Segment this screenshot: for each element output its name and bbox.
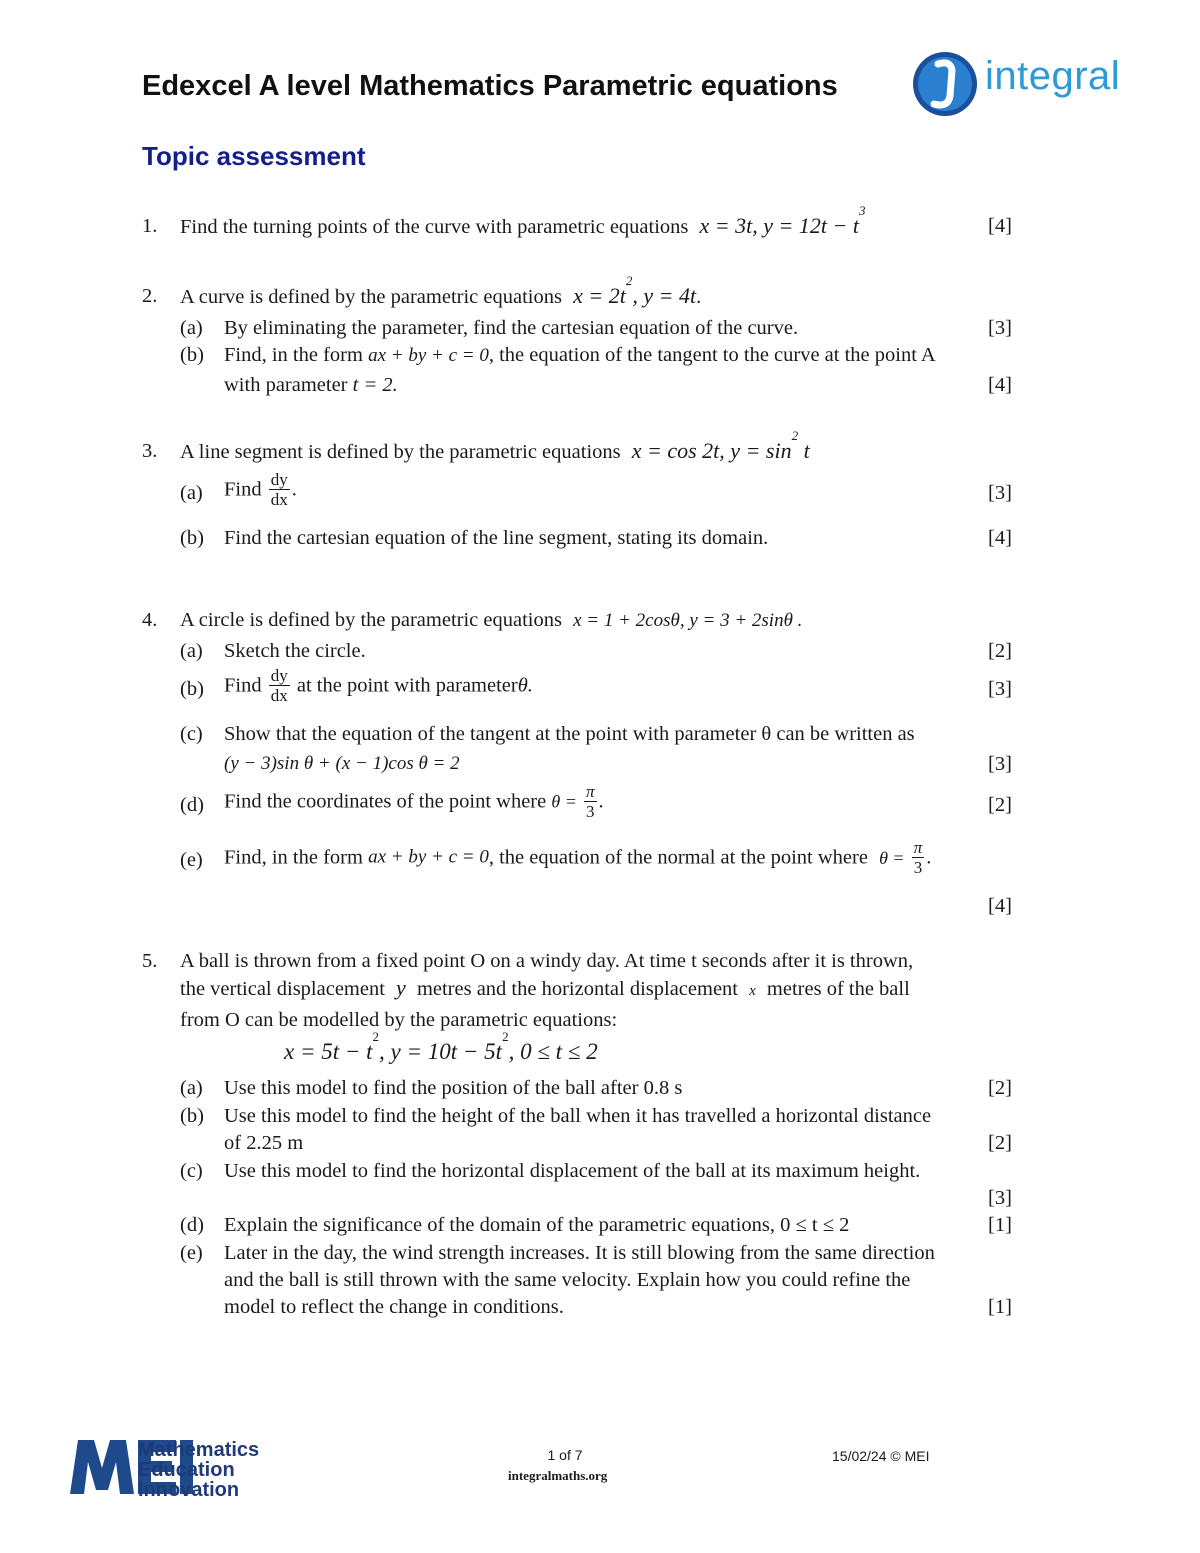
q2a-text: By eliminating the parameter, find the cartesian equation of the curve.: [224, 317, 799, 339]
q5e-text-3: model to reflect the change in conditions.: [224, 1296, 564, 1318]
q4-number: 4.: [142, 609, 158, 631]
q2b-label: (b): [180, 344, 204, 366]
q3-text: A line segment is defined by the parametric equations x = cos 2t, $y = \sin^2 t$: [180, 428, 810, 463]
q3b-text: Find the cartesian equation of the line segment, stating its domain.: [224, 527, 769, 549]
q4b-label: (b): [180, 678, 204, 700]
document-title: Edexcel A level Mathematics Parametric equations: [142, 70, 838, 102]
q5-line2: the vertical displacement y metres and the horizontal displacement x metres of the ball: [180, 975, 910, 1000]
q5c-mark: [3]: [988, 1187, 1012, 1209]
q2-equation: $x = 2t^2$, y = 4t: [573, 273, 697, 308]
q5a-mark: [2]: [988, 1077, 1012, 1099]
q4b-fraction: $\frac{dy}{dx}$: [270, 666, 288, 705]
q4-equation: x = 1 + 2cosθ, y = 3 + 2sinθ .: [573, 610, 803, 631]
q5d-label: (d): [180, 1214, 204, 1236]
q4e-label: (e): [180, 849, 203, 871]
q2a-label: (a): [180, 317, 203, 339]
q2b-mark: [4]: [988, 374, 1012, 396]
q5-line3: from O can be modelled by the parametric equations:: [180, 1009, 618, 1031]
q5-line1: A ball is thrown from a fixed point O on a windy day. At time t seconds after it is thrown,: [180, 950, 914, 972]
q5d-text: Explain the significance of the domain of the parametric equations, 0 ≤ t ≤ 2: [224, 1214, 850, 1236]
q4d-fraction: $\frac{\pi}{3}$: [585, 782, 595, 821]
q1-text: Find the turning points of the curve with parametric equations x = 3t, $y = 12t - t^3$: [180, 203, 866, 238]
q4d-mark: [2]: [988, 794, 1012, 816]
q5d-mark: [1]: [988, 1214, 1012, 1236]
footer-date: 15/02/24 © MEI: [832, 1448, 930, 1464]
q4c-mark: [3]: [988, 753, 1012, 775]
q4b-mark: [3]: [988, 678, 1012, 700]
q3a-mark: [3]: [988, 482, 1012, 504]
q5b-mark: [2]: [988, 1132, 1012, 1154]
q5b-text-cont: of 2.25 m: [224, 1132, 304, 1154]
q5b-text: Use this model to find the height of the ball when it has travelled a horizontal distance: [224, 1105, 932, 1127]
integral-logo-text: integral: [985, 54, 1121, 98]
q4d-text: Find the coordinates of the point where θ = $\frac{\pi}{3}$ .: [224, 782, 604, 821]
q4b-text: Find $\frac{dy}{dx}$ at the point with parameterθ.: [224, 666, 533, 705]
q4a-mark: [2]: [988, 640, 1012, 662]
q5e-label: (e): [180, 1242, 203, 1264]
q3a-text: Find $\frac{dy}{dx}$ .: [224, 470, 297, 509]
q3a-fraction: $\frac{dy}{dx}$: [270, 470, 288, 509]
q2b-text: Find, in the form ax + by + c = 0, the equation of the tangent to the curve at the point A: [224, 344, 936, 366]
mei-wordmark: Mathematics Education Innovation: [138, 1439, 260, 1501]
integral-logo-icon: [910, 48, 980, 120]
integral-logo: [910, 48, 1140, 128]
q4e-fraction: $\frac{\pi}{3}$: [913, 838, 923, 877]
q4e-text: Find, in the form ax + by + c = 0, the equation of the normal at the point where θ = $\frac{\pi}{3}$ .: [224, 838, 932, 877]
q2-number: 2.: [142, 285, 158, 307]
q5b-label: (b): [180, 1105, 204, 1127]
q4c-equation: (y − 3)sin θ + (x − 1)cos θ = 2: [224, 753, 460, 774]
q4a-text: Sketch the circle.: [224, 640, 366, 662]
q5c-label: (c): [180, 1160, 203, 1182]
q5c-text: Use this model to find the horizontal displacement of the ball at its maximum height.: [224, 1160, 921, 1182]
q1-equation: x = 3t, $y = 12t - t^3$: [699, 203, 866, 238]
q5-equation: $x = 5t - t^2$, $y = 10t - 5t^2$, 0 ≤ t ≤ 2: [284, 1029, 598, 1064]
page-number: 1 of 7: [547, 1447, 583, 1463]
q5e-text-1: Later in the day, the wind strength increases. It is still blowing from the same direction: [224, 1242, 935, 1264]
q3a-label: (a): [180, 482, 203, 504]
q4c-label: (c): [180, 723, 203, 745]
q5a-text: Use this model to find the position of the ball after 0.8 s: [224, 1077, 683, 1099]
q2a-mark: [3]: [988, 317, 1012, 339]
footer-url: integralmaths.org: [508, 1468, 608, 1483]
q2b-text-cont: with parameter t = 2.: [224, 374, 398, 396]
q4c-text: Show that the equation of the tangent at the point with parameter θ can be written as: [224, 723, 915, 745]
q4e-mark: [4]: [988, 895, 1012, 917]
q2-text: A curve is defined by the parametric equations $x = 2t^2$, y = 4t.: [180, 273, 702, 308]
q4d-label: (d): [180, 794, 204, 816]
q1-number: 1.: [142, 215, 158, 237]
q5e-mark: [1]: [988, 1296, 1012, 1318]
q3-number: 3.: [142, 440, 158, 462]
q3b-mark: [4]: [988, 527, 1012, 549]
q1-mark: [4]: [988, 215, 1012, 237]
q4-text: A circle is defined by the parametric equations x = 1 + 2cosθ, y = 3 + 2sinθ .: [180, 609, 803, 631]
q3-equation: x = cos 2t, $y = \sin^2 t$: [631, 428, 810, 463]
section-title: Topic assessment: [142, 141, 366, 171]
q5a-label: (a): [180, 1077, 203, 1099]
q3b-label: (b): [180, 527, 204, 549]
q5-number: 5.: [142, 950, 158, 972]
q4a-label: (a): [180, 640, 203, 662]
q5e-text-2: and the ball is still thrown with the same velocity. Explain how you could refine the: [224, 1269, 911, 1291]
